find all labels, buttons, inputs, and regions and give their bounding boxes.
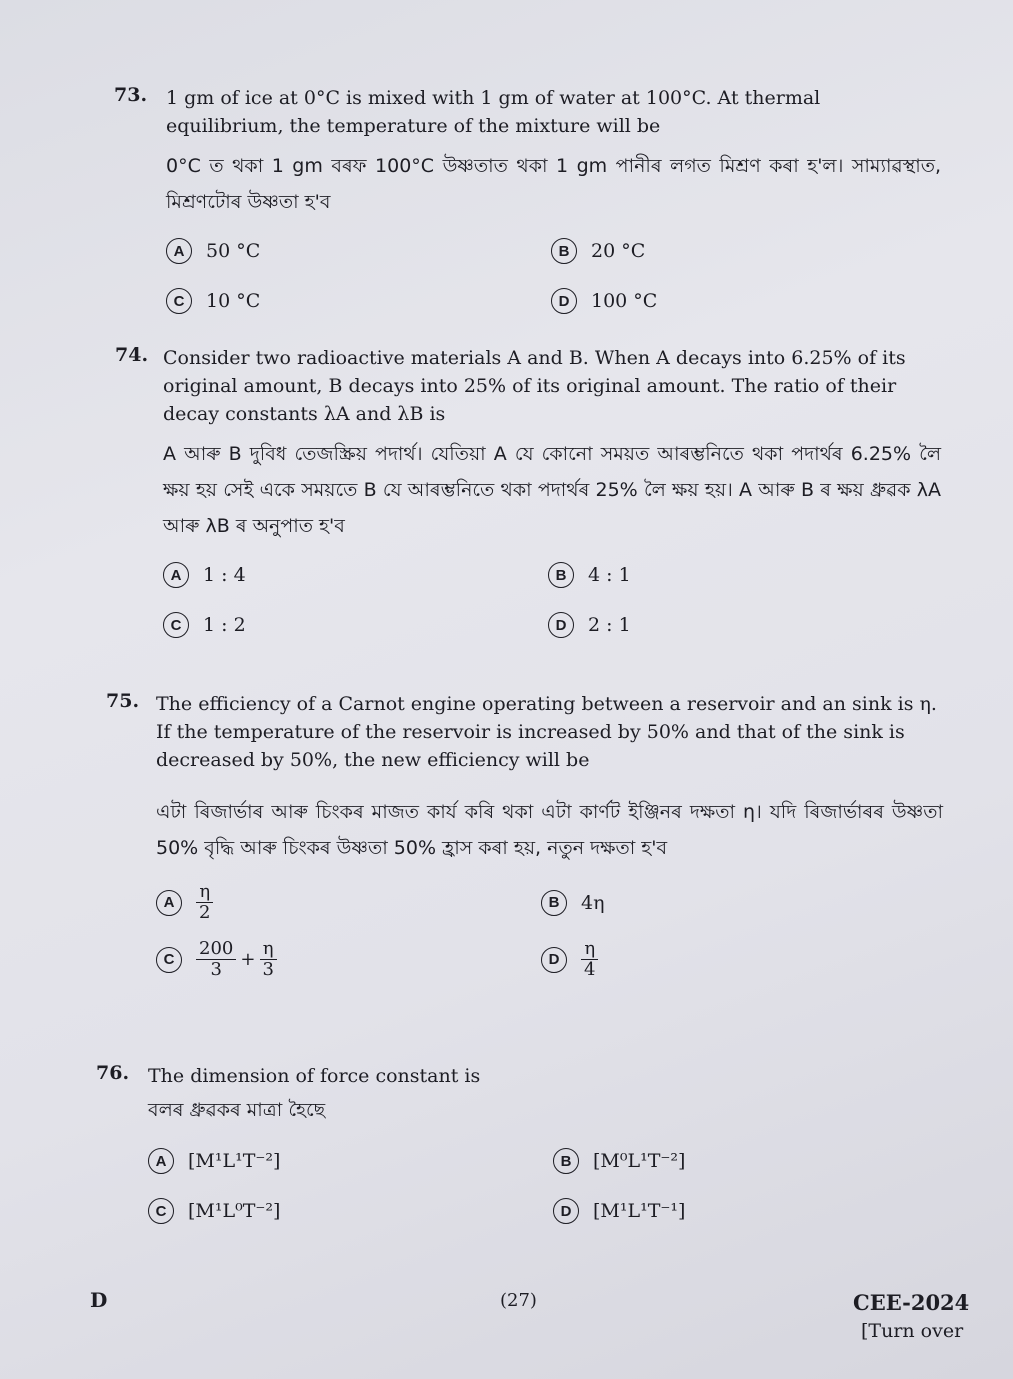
question-73 xyxy=(114,84,941,316)
option-b[interactable] xyxy=(541,882,921,923)
option-c[interactable] xyxy=(166,286,551,316)
fraction xyxy=(259,939,276,980)
question-text-assamese: 0°C ত থকা 1 gm বৰফ 100°C উষ্ণতাত থকা 1 gm পানীৰ লগত মিশ্ৰণ কৰা হ'ল। সাম্যাৱস্থাত, মিশ্ৰণটোৰ উষ্ণতা হ'ব xyxy=(166,155,941,213)
option-value: 100 °C xyxy=(591,290,658,312)
fraction xyxy=(196,939,236,980)
option-label: B xyxy=(551,238,577,264)
option-a[interactable] xyxy=(148,1146,553,1176)
numerator: η xyxy=(581,939,598,960)
option-label: C xyxy=(156,947,182,973)
option-label: D xyxy=(553,1198,579,1224)
option-value: [M¹L¹T⁻²] xyxy=(188,1150,281,1172)
question-text: The dimension of force constant is xyxy=(148,1065,481,1087)
option-label: D xyxy=(548,612,574,638)
option-value: 1 : 2 xyxy=(203,614,246,636)
option-label: D xyxy=(551,288,577,314)
option-value: 4 : 1 xyxy=(588,564,631,586)
option-d[interactable] xyxy=(553,1196,933,1226)
question-number: 75. xyxy=(106,690,140,712)
option-b[interactable] xyxy=(553,1146,933,1176)
option-label: B xyxy=(541,890,567,916)
option-label: A xyxy=(166,238,192,264)
option-label: B xyxy=(553,1148,579,1174)
option-value: 20 °C xyxy=(591,240,646,262)
plus-sign: + xyxy=(240,949,256,970)
option-value: 10 °C xyxy=(206,290,261,312)
option-c[interactable] xyxy=(148,1196,553,1226)
option-d[interactable] xyxy=(548,610,928,640)
option-a[interactable] xyxy=(166,236,551,266)
option-label: D xyxy=(541,947,567,973)
fraction xyxy=(196,882,213,923)
option-b[interactable] xyxy=(551,236,931,266)
question-text-assamese: এটা ৰিজাৰ্ভাৰ আৰু চিংকৰ মাজত কাৰ্য কৰি থকা এটা কাৰ্ণট ইঞ্জিনৰ দক্ষতা η। যদি ৰিজাৰ্ভাৰৰ উষ্ণতা 50% বৃদ্ধি আৰু চিংকৰ উষ্ণতা 50% হ্ৰাস কৰা হয়, নতুন দক্ষতা হ'ব xyxy=(156,801,943,859)
question-76 xyxy=(96,1062,938,1226)
options xyxy=(163,560,941,640)
denominator: 2 xyxy=(199,902,211,923)
option-label: A xyxy=(148,1148,174,1174)
option-c[interactable] xyxy=(156,939,541,980)
options xyxy=(156,882,943,980)
option-label: A xyxy=(156,890,182,916)
question-75 xyxy=(106,690,943,980)
option-value: 50 °C xyxy=(206,240,261,262)
option-value: [M¹L⁰T⁻²] xyxy=(188,1200,281,1222)
options xyxy=(148,1146,938,1226)
option-a[interactable] xyxy=(163,560,548,590)
numerator: η xyxy=(260,939,277,960)
option-d[interactable] xyxy=(551,286,931,316)
option-value: 4η xyxy=(581,891,605,914)
option-d[interactable] xyxy=(541,939,921,980)
option-a[interactable] xyxy=(156,882,541,923)
question-number: 73. xyxy=(114,84,148,106)
question-text: 1 gm of ice at 0°C is mixed with 1 gm of water at 100°C. At thermal equilibrium, the temperature of the mixture will be xyxy=(166,87,821,137)
question-text: Consider two radioactive materials A and B. When A decays into 6.25% of its original amount, B decays into 25% of its original amount. The ratio of their decay constants λA and λB is xyxy=(163,347,906,425)
question-text-assamese: বলৰ ধ্ৰুৱকৰ মাত্ৰা হৈছে xyxy=(148,1099,326,1121)
exam-code: CEE-2024 xyxy=(853,1290,970,1315)
question-text-assamese: A আৰু B দুবিধ তেজস্ক্ৰিয় পদাৰ্থ। যেতিয়া A যে কোনো সময়ত আৰম্ভনিতে থকা পদাৰ্থৰ 6.25% লৈ ক্ষয় হয় সেই একে সময়তে B যে আৰম্ভনিতে থকা পদাৰ্থৰ 25% লৈ ক্ষয় হয়। A আৰু B ৰ ক্ষয় ধ্ৰুৱক λA আৰু λB ৰ অনুপাত হ'ব xyxy=(163,443,941,537)
question-74 xyxy=(115,344,941,640)
option-label: C xyxy=(163,612,189,638)
set-code: D xyxy=(90,1288,108,1312)
denominator: 4 xyxy=(584,959,596,980)
numerator: η xyxy=(196,882,213,903)
option-label: C xyxy=(166,288,192,314)
option-b[interactable] xyxy=(548,560,928,590)
question-number: 76. xyxy=(96,1062,130,1084)
option-label: A xyxy=(163,562,189,588)
option-value: [M¹L¹T⁻¹] xyxy=(593,1200,686,1222)
option-value: 2 : 1 xyxy=(588,614,631,636)
page-number: (27) xyxy=(500,1290,537,1311)
option-label: B xyxy=(548,562,574,588)
denominator: 3 xyxy=(262,959,274,980)
option-label: C xyxy=(148,1198,174,1224)
question-text: The efficiency of a Carnot engine operating between a reservoir and an sink is η. If the temperature of the reservoir is increased by 50% and that of the sink is decreased by 50%, the new efficiency will be xyxy=(156,693,937,771)
option-c[interactable] xyxy=(163,610,548,640)
option-value: 1 : 4 xyxy=(203,564,246,586)
fraction xyxy=(581,939,598,980)
turn-over-note: [Turn over xyxy=(861,1320,964,1342)
option-value: [M⁰L¹T⁻²] xyxy=(593,1150,686,1172)
denominator: 3 xyxy=(210,959,222,980)
options xyxy=(166,236,941,316)
numerator: 200 xyxy=(196,939,236,960)
question-number: 74. xyxy=(115,344,149,366)
